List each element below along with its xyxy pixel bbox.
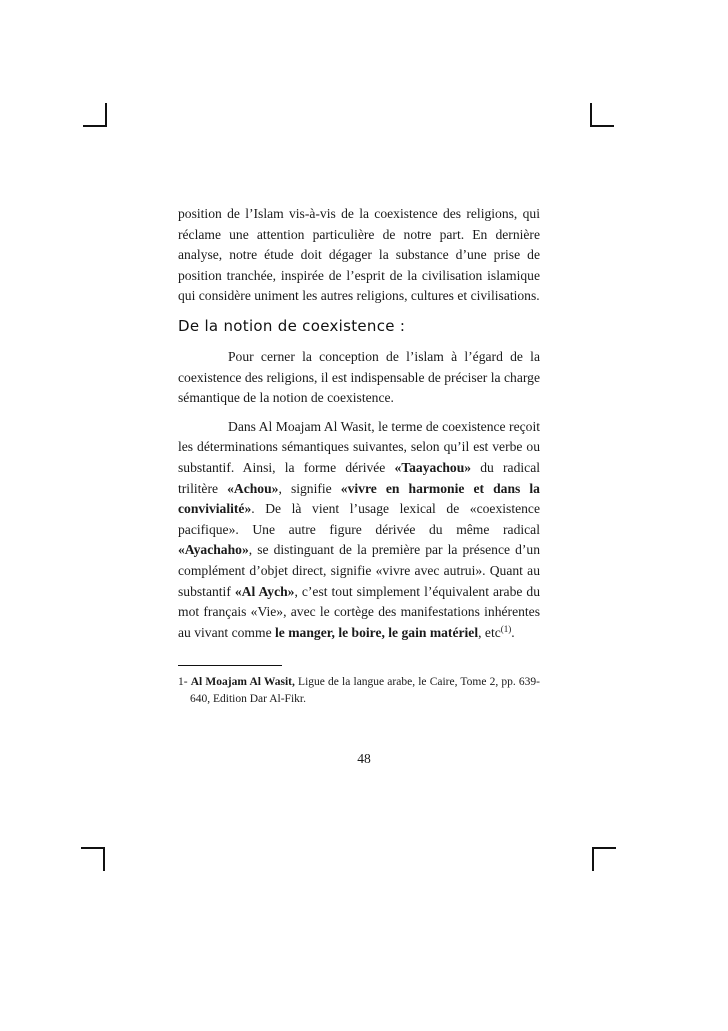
section-heading: De la notion de coexistence : <box>178 316 406 335</box>
term-achou: «Achou» <box>227 480 279 496</box>
term-ayachaho: «Ayachaho» <box>178 542 249 558</box>
page-number: 48 <box>357 751 371 766</box>
footnote-rule <box>178 665 282 666</box>
page-body <box>178 204 540 708</box>
crop-mark-top-right <box>590 103 614 127</box>
footnote-source-title: Al Moajam Al Wasit, <box>190 676 295 689</box>
term-al-aych: «Al Aych» <box>234 583 295 599</box>
term-vivre-en-harmonie: «vivre en harmonie et dans la convivialité» <box>178 480 540 517</box>
crop-mark-top-left <box>83 103 107 127</box>
footnote: 1- Al Moajam Al Wasit, Ligue de la langue arabe, le Caire, Tome 2, pp. 639-640, Edition Dar Al-Fikr. <box>178 676 540 706</box>
paragraph-3: Dans Al Moajam Al Wasit, le terme de coexistence reçoit les déterminations sémantiques suivantes, selon qu’il est verbe ou substantif. Ainsi, la forme dérivée «Taayachou» du radical trilitère «Achou», signifie «vivre en harmonie et dans la convivialité». De là vient l’usage lexical de «coexistence pacifique». Une autre figure dérivée du même radical «Ayachaho», se distinguant de la première par la présence d’un complément d’objet direct, signifie «vivre avec autrui». Quant au substantif «Al Aych», c’est tout simplement l’équivalent arabe du mot français «Vie», avec le cortège des manifestations inhérentes au vivant comme le manger, le boire, le gain matériel, etc$^{(1)}$. <box>178 418 541 640</box>
crop-mark-bottom-right <box>592 847 616 871</box>
paragraph-1: position de l’Islam vis-à-vis de la coexistence des religions, qui réclame une attention particulière de notre part. En dernière analyse, notre étude doit dégager la substance d’une prise de position tranchée, inspirée de l’esprit de la civilisation islamique qui considère uniment les autres religions, cultures et civilisations. <box>178 206 540 304</box>
paragraph-2: Pour cerner la conception de l’islam à l’égard de la coexistence des religions, il est indispensable de préciser la charge sémantique de la notion de coexistence. <box>178 348 540 406</box>
crop-mark-bottom-left <box>81 847 105 871</box>
term-taayachou: «Taayachou» <box>394 459 472 475</box>
footnote-ref: (1) <box>500 623 512 634</box>
term-le-manger: le manger, le boire, le gain matériel <box>275 624 479 640</box>
